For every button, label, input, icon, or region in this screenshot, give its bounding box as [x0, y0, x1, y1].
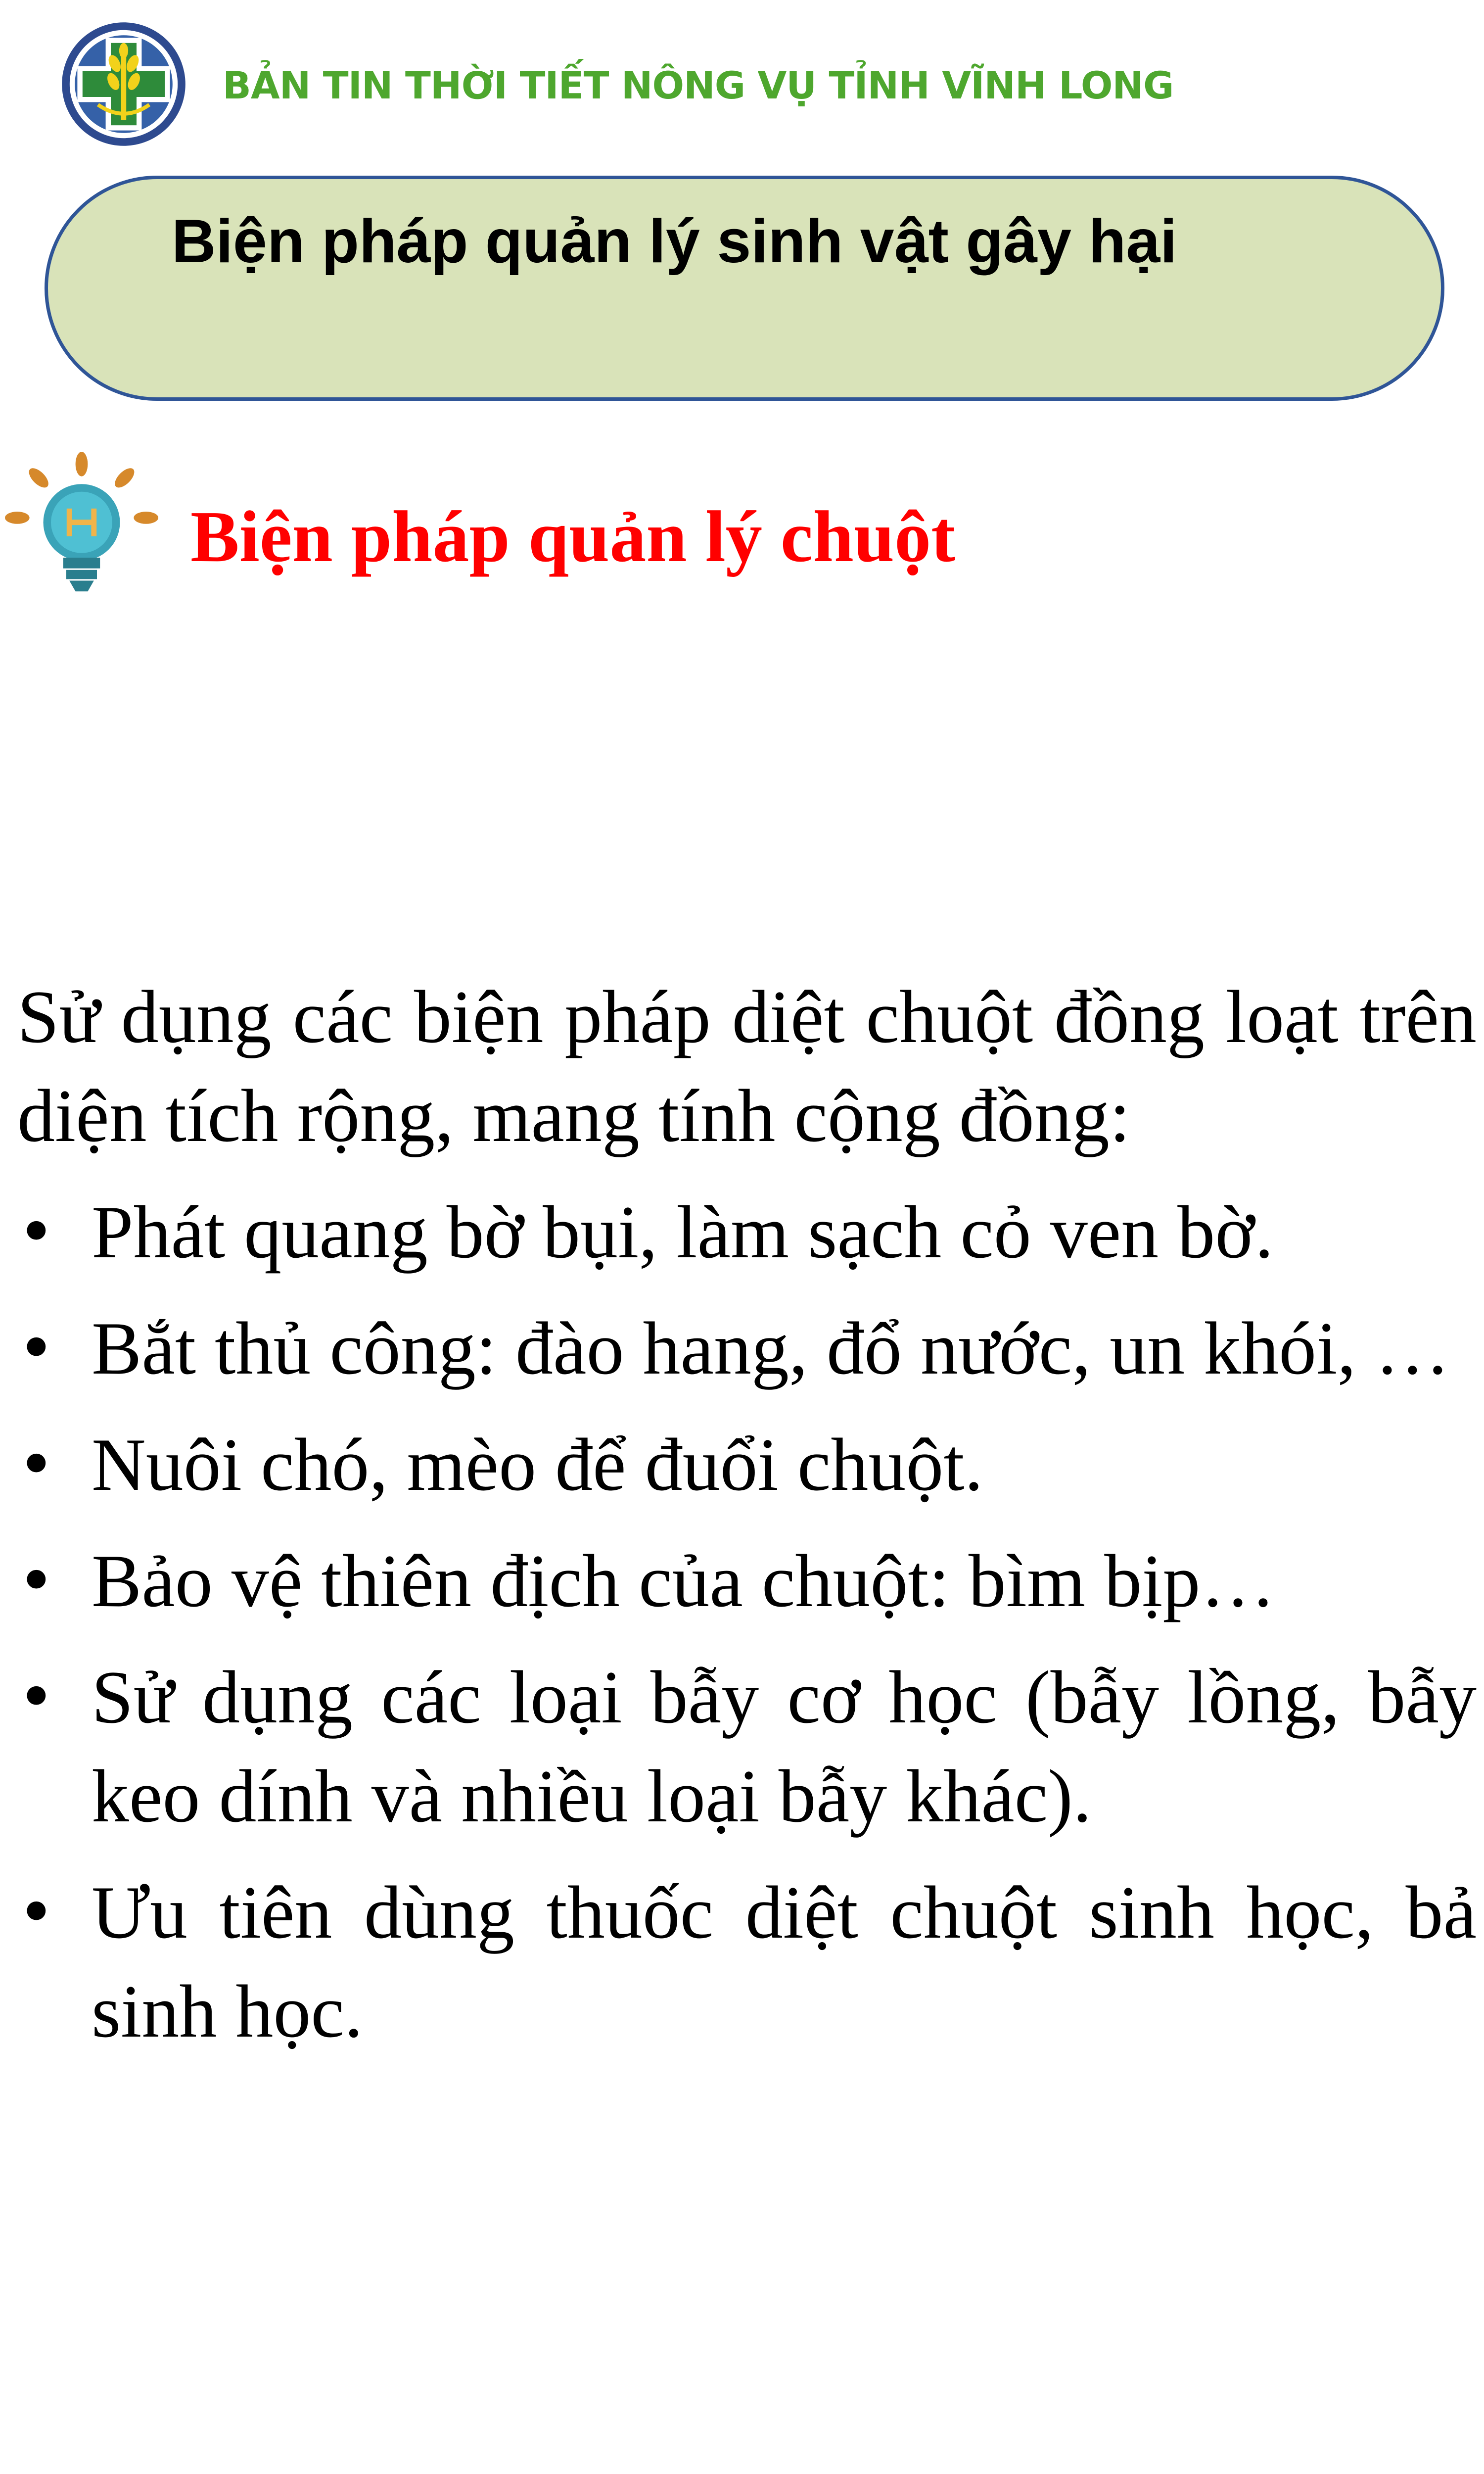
bullet-icon: • [17, 1660, 55, 1735]
list-item-text: Sử dụng các loại bẫy cơ học (bẫy lồng, bẫy keo dính và nhiều loại bẫy khác). [92, 1656, 1477, 1838]
intro-paragraph: Sử dụng các biện pháp diệt chuột đồng loạt trên diện tích rộng, mang tính cộng đồng: [17, 975, 1477, 1157]
bullet-icon: • [17, 1427, 55, 1502]
list-item-text: Phát quang bờ bụi, làm sạch cỏ ven bờ. [92, 1190, 1274, 1274]
bullet-icon: • [17, 1875, 55, 1950]
list-item [17, 1415, 1477, 1514]
list-item [17, 1531, 1477, 1630]
bullet-icon: • [17, 1194, 55, 1270]
subsection-title: Biện pháp quản lý chuột [190, 496, 956, 577]
agriculture-plant-protection-logo [59, 20, 188, 148]
section-banner [45, 176, 1444, 401]
page-header [59, 15, 1444, 148]
content-body [17, 967, 1477, 2078]
bullet-icon: • [17, 1543, 55, 1618]
bullet-icon: • [17, 1311, 55, 1386]
bulletin-title: BẢN TIN THỜI TIẾT NÔNG VỤ TỈNH VĨNH LONG [223, 63, 1174, 107]
lightbulb-icon [5, 448, 158, 606]
list-item [17, 1183, 1477, 1282]
list-item-text: Bắt thủ công: đào hang, đổ nước, un khói, … [92, 1307, 1450, 1390]
section-title: Biện pháp quản lý sinh vật gây hại [172, 207, 1177, 276]
measures-list [17, 1183, 1477, 2061]
list-item-text: Nuôi chó, mèo để đuổi chuột. [92, 1423, 983, 1506]
list-item [17, 1863, 1477, 2061]
list-item [17, 1648, 1477, 1846]
list-item-text: Ưu tiên dùng thuốc diệt chuột sinh học, bả sinh học. [92, 1871, 1477, 2053]
list-item [17, 1299, 1477, 1398]
list-item-text: Bảo vệ thiên địch của chuột: bìm bịp… [92, 1539, 1276, 1622]
